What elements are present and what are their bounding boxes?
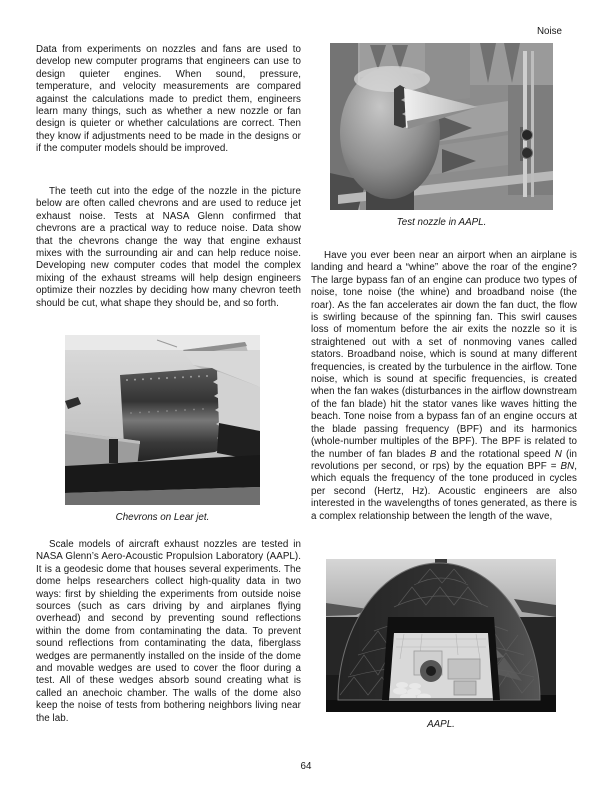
paragraph-aapl-description: Scale models of aircraft exhaust nozzles are tested in NASA Glenn’s Aero-Acoustic Propulsion Laboratory (AAPL). It is a geodesic dome that houses several experiments. The dome helps researchers collect high-quality data in two ways: first by shielding the experiments from outside noise sources (such as cars driving by and airplanes flying overhead) and second by preventing sound reflections within the dome from contaminating the data. To prevent sound reflections from contaminating the data, fiberglass wedges are permanently installed on the inside of the dome and movable wedges are used to cover the floor during a test. All of these wedges absorb sound creating what is called an anechoic chamber. The walls of the dome also keep the noise of tests from bothering neighbors living near the lab.	[36, 539, 301, 724]
figure-test-nozzle	[330, 43, 553, 228]
running-header: Noise	[536, 26, 562, 37]
figure-caption-chevrons: Chevrons on Lear jet.	[115, 512, 210, 523]
figure-aapl-dome	[326, 559, 556, 730]
paragraph-chevrons: The teeth cut into the edge of the nozzle in the picture below are often called chevrons and are used to reduce jet exhaust noise. Tests at NASA Glenn confirmed that chevrons are a practical way to reduce noise. Data show that the chevrons change the way that engine exhaust mixes with the surrounding air and can help reduce noise. Developing new computer codes that model the complex mixing of the exhaust streams will help design engineers optimize their nozzles by deciding how many chevron teeth should be cut, what shape they should be, and so forth.	[36, 186, 301, 309]
paragraph-nozzle-data: Data from experiments on nozzles and fans are used to develop new computer programs that engineers can use to design quieter engines. When sound, pressure, temperature, and velocity measurements are compared against the calculations made to predict them, engineers learn many things, such as whether a new nozzle or fan design is quieter or whether calculations are correct. Then they know if adjustments need to be made in the designs or if the computer models should be improved.	[36, 44, 301, 155]
chevrons-on-lear-jet-photo	[65, 335, 260, 505]
paragraph-fan-noise: Have you ever been near an airport when an airplane is landing and heard a “whine” above the roar of the engine? The large bypass fan of an engine can produce two types of noise, tone noise (the whine) and broadband noise (the roar). As the fan accelerates air down the fan duct, the flow is swirling because of the spinning fan. This swirl causes loss of momentum before the air exits the nozzle so it is straightened out with a set of nonmoving vanes called stators. Broadband noise, which is sound at many different frequencies, is created by the turbulence in the airflow. Tone noise, which is sound at specific frequencies, is created when the fan wakes (disturbances in the airflow downstream of the fan blade) hit the stator vanes like waves hitting the beach. Tone noise from a bypass fan of an engine occurs at the blade passing frequency (BPF) and its harmonics (whole-number multiples of the BPF). The BPF is related to the number of fan blades B and the rotational speed N (in revolutions per second, or rps) by the equation BPF = BN, which equals the frequency of the tone produced in cycles per second (Hertz, Hz). Acoustic engineers are also interested in the wavelengths of tones generated, as there is a complex relationship between the length of the wave,	[311, 250, 577, 522]
test-nozzle-photo	[330, 43, 553, 210]
page-number: 64	[300, 761, 312, 772]
figure-caption-test-nozzle: Test nozzle in AAPL.	[396, 217, 487, 228]
figure-chevrons-lear-jet	[65, 335, 260, 523]
aapl-dome-photo	[326, 559, 556, 712]
figure-caption-aapl-dome: AAPL.	[427, 719, 455, 730]
